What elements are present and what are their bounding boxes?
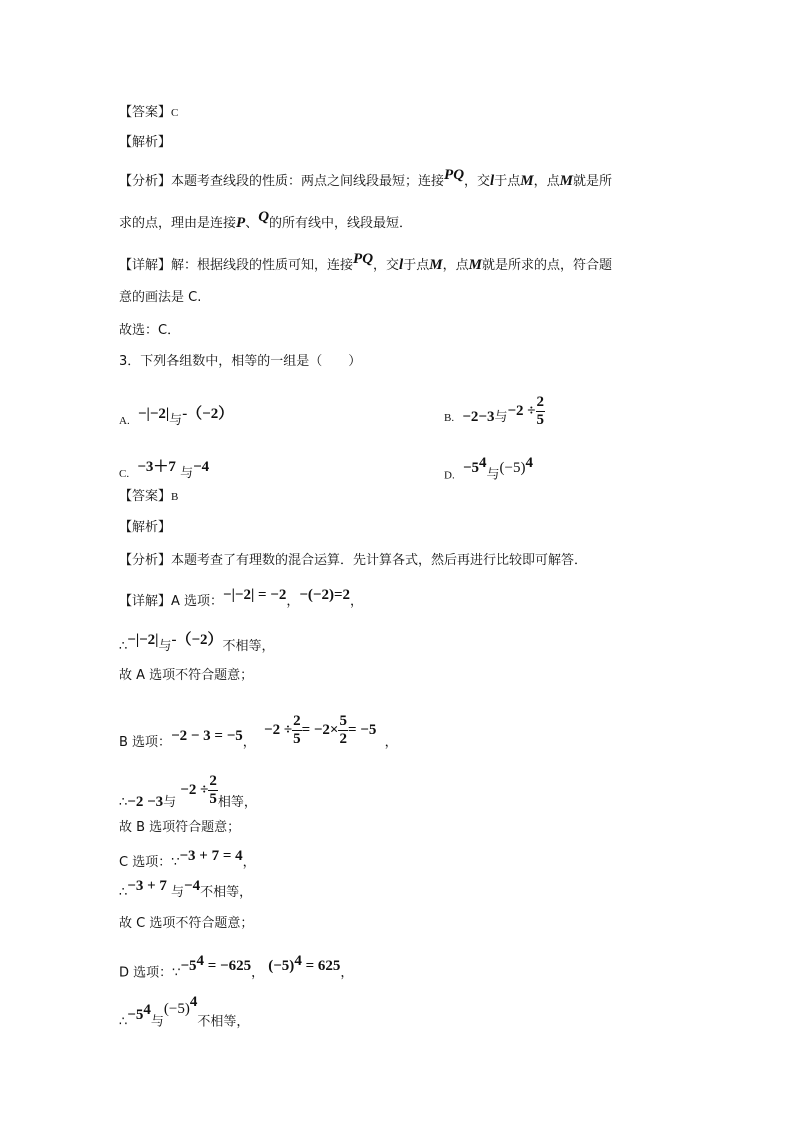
math-fraction-expr xyxy=(180,773,218,807)
text: A 选项： xyxy=(171,594,224,609)
text: 不相等， xyxy=(197,1014,250,1030)
math-l: l xyxy=(399,257,404,273)
exponent: 4 xyxy=(196,953,204,969)
analysis-label: 【解析】 xyxy=(119,135,172,150)
text: ，交 xyxy=(373,258,400,273)
conclusion xyxy=(119,322,180,340)
math: (−5) xyxy=(499,460,526,477)
math-m: M xyxy=(559,173,573,189)
numerator: 2 xyxy=(536,394,545,410)
text: 就是所求的点，符合题 xyxy=(481,258,612,273)
math: = −5 xyxy=(347,722,377,738)
exponent: 4 xyxy=(143,1002,151,1018)
math-fraction-expr xyxy=(264,713,377,747)
math: −5 xyxy=(180,958,197,975)
detail-d-line-1 xyxy=(119,953,354,982)
math: −2−3 xyxy=(462,409,495,425)
therefore-symbol: ∴ xyxy=(119,885,128,900)
math: −4 xyxy=(184,878,201,894)
math: −3 + 7 = 4 xyxy=(179,848,243,864)
math: −2 ÷ xyxy=(264,722,293,738)
text: 于点 xyxy=(403,258,430,273)
fraction xyxy=(536,394,546,429)
exponent: 4 xyxy=(525,455,533,471)
math-m: M xyxy=(468,257,482,273)
math: −|−2| xyxy=(137,406,170,422)
math-pq: PQ xyxy=(353,251,374,267)
text: ， xyxy=(286,594,300,609)
text: 意的画法是 C. xyxy=(119,290,202,305)
because-symbol: ∵ xyxy=(171,855,180,870)
option-d xyxy=(444,455,533,483)
text: ，点 xyxy=(533,174,560,189)
math: −2 ÷ xyxy=(180,782,209,798)
text: ，交 xyxy=(464,174,491,189)
text: 故选：C． xyxy=(119,323,181,338)
text: ， xyxy=(242,855,256,870)
detail-c-line-2 xyxy=(119,878,253,902)
math-p: P xyxy=(236,215,246,231)
text: 故 A 选项不符合题意； xyxy=(119,668,254,683)
text: C 选项： xyxy=(119,855,172,870)
analysis-heading xyxy=(119,519,171,537)
option-c xyxy=(119,461,209,482)
text: ， xyxy=(251,965,265,981)
denominator: 5 xyxy=(536,412,545,428)
text: 与 xyxy=(171,885,185,900)
math-q: Q xyxy=(258,209,270,225)
math: (−5) xyxy=(163,1001,190,1018)
math-l: l xyxy=(490,173,495,189)
text: ， xyxy=(340,965,354,981)
fraction xyxy=(292,713,302,748)
text: B 选项： xyxy=(119,735,172,750)
math: = −2× xyxy=(301,722,339,738)
fenxi-line-2 xyxy=(119,209,413,233)
option-letter: C. xyxy=(119,468,130,480)
detail-b-line-2 xyxy=(119,773,257,820)
math: -（−2） xyxy=(171,632,223,648)
option-letter: B. xyxy=(444,412,455,424)
denominator: 5 xyxy=(293,731,301,747)
text: 故 C 选项不符合题意； xyxy=(119,916,254,931)
analysis-label: 【解析】 xyxy=(119,520,172,535)
math: -（−2） xyxy=(182,406,234,422)
text: 与 xyxy=(494,410,508,425)
answer-value: B xyxy=(171,491,179,503)
denominator: 5 xyxy=(209,791,217,807)
text: 与 xyxy=(163,795,177,810)
math-m: M xyxy=(520,173,534,189)
numerator: 2 xyxy=(293,713,301,729)
therefore-symbol: ∴ xyxy=(119,1014,128,1030)
detail-b-line-1 xyxy=(119,713,398,760)
detail-c-line-1 xyxy=(119,848,256,872)
fenxi-line xyxy=(119,552,587,570)
text: 与 xyxy=(150,1014,164,1030)
text: 本题考查线段的性质：两点之间线段最短；连接 xyxy=(171,174,445,189)
detail-b-conclusion xyxy=(119,819,240,837)
text: 、 xyxy=(245,216,259,231)
text: 本题考查了有理数的混合运算．先计算各式，然后再进行比较即可解答． xyxy=(171,553,588,568)
xiangjie-line-1 xyxy=(119,251,612,275)
text: 就是所 xyxy=(572,174,612,189)
text: ， xyxy=(350,594,364,609)
analysis-heading xyxy=(119,134,171,152)
option-a xyxy=(119,408,233,429)
text: 与 xyxy=(180,466,194,481)
answer-label: 【答案】 xyxy=(119,105,172,120)
math: −2 − 3 = −5 xyxy=(171,728,243,744)
numerator: 5 xyxy=(339,713,347,729)
text: 相等， xyxy=(217,795,257,810)
math: −|−2| = −2 xyxy=(223,587,287,603)
answer-line xyxy=(119,104,178,122)
text: 不相等， xyxy=(200,885,253,900)
math-m: M xyxy=(429,257,443,273)
xiangjie-label: 【详解】 xyxy=(119,594,172,609)
math: −2 −3 xyxy=(127,794,164,810)
because-symbol: ∵ xyxy=(172,965,181,981)
text: 不相等， xyxy=(222,639,275,654)
math: −|−2| xyxy=(127,632,159,648)
math: −5 xyxy=(127,1007,144,1024)
math: −4 xyxy=(193,459,210,475)
math: −(−2)=2 xyxy=(299,587,350,603)
detail-a-line-1 xyxy=(119,587,364,611)
fraction xyxy=(208,773,218,808)
fraction xyxy=(338,713,348,748)
xiangjie-label: 【详解】 xyxy=(119,258,172,273)
therefore-symbol: ∴ xyxy=(119,639,128,654)
therefore-symbol: ∴ xyxy=(119,795,128,810)
text: ， xyxy=(384,735,398,750)
option-b xyxy=(444,394,545,435)
math: = 625 xyxy=(301,958,341,975)
exponent: 4 xyxy=(294,953,302,969)
detail-d-line-2 xyxy=(119,994,250,1031)
math: −2 ÷ xyxy=(507,403,536,419)
text: 与 xyxy=(486,467,500,483)
text: 与 xyxy=(169,413,183,428)
fenxi-line-1 xyxy=(119,167,612,191)
option-letter: D. xyxy=(444,469,455,482)
xiangjie-line-2 xyxy=(119,289,201,307)
detail-c-conclusion xyxy=(119,915,253,933)
text: ，点 xyxy=(442,258,469,273)
text: 于点 xyxy=(494,174,521,189)
math: −3 + 7 xyxy=(127,878,167,894)
text: 求的点，理由是连接 xyxy=(119,216,237,231)
denominator: 2 xyxy=(339,731,347,747)
text: ， xyxy=(242,735,256,750)
fenxi-label: 【分析】 xyxy=(119,174,172,189)
math: (−5) xyxy=(268,958,295,975)
question-text: 3．下列各组数中，相等的一组是（ ） xyxy=(119,354,362,369)
exponent: 4 xyxy=(479,455,487,471)
answer-value: C xyxy=(171,107,179,119)
question-3 xyxy=(119,353,361,371)
exponent: 4 xyxy=(189,994,198,1010)
detail-a-conclusion xyxy=(119,667,253,685)
math: −5 xyxy=(462,460,480,477)
answer-line xyxy=(119,488,178,506)
text: 的所有线中，线段最短． xyxy=(269,216,413,231)
answer-label: 【答案】 xyxy=(119,489,172,504)
math: = −625 xyxy=(204,958,252,975)
text: 故 B 选项符合题意； xyxy=(119,820,241,835)
text: 与 xyxy=(158,639,172,654)
text: 解：根据线段的性质可知，连接 xyxy=(171,258,354,273)
option-letter: A. xyxy=(119,415,130,427)
math-pq: PQ xyxy=(444,167,465,183)
fenxi-label: 【分析】 xyxy=(119,553,172,568)
text: D 选项： xyxy=(119,965,173,981)
math: −3＋7 xyxy=(137,459,176,475)
numerator: 2 xyxy=(209,773,217,789)
detail-a-line-2 xyxy=(119,632,275,656)
